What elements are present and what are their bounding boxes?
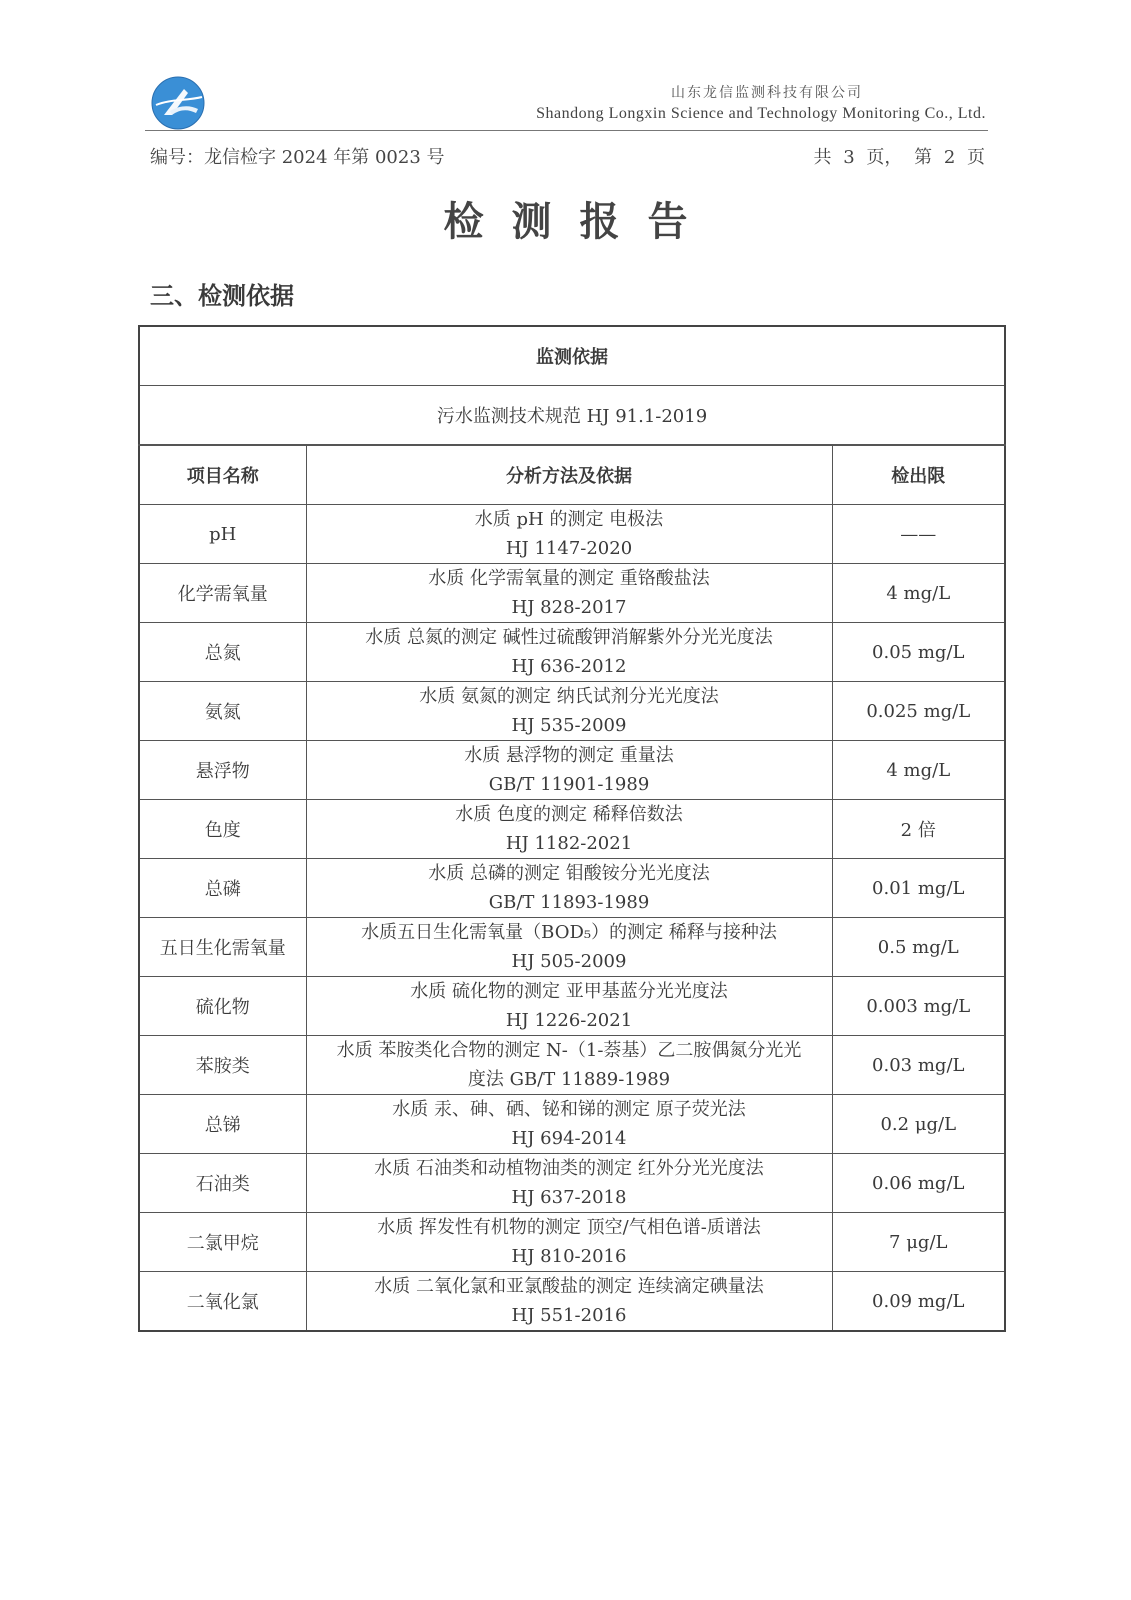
method-standard: HJ 1147-2020 xyxy=(505,538,633,559)
detection-limit-cell: 0.05 mg/L xyxy=(832,623,1005,682)
detection-limit-cell: 4 mg/L xyxy=(832,741,1005,800)
table-row xyxy=(139,505,1005,564)
table-body xyxy=(139,505,1005,1332)
table-row xyxy=(139,1095,1005,1154)
item-name-cell: 苯胺类 xyxy=(139,1036,306,1095)
method-standard: HJ 828-2017 xyxy=(511,597,627,618)
method-cell xyxy=(306,505,832,564)
table-row xyxy=(139,564,1005,623)
section-heading: 三、检测依据 xyxy=(150,282,294,310)
method-standard: HJ 535-2009 xyxy=(511,715,627,736)
detection-limit-cell: 0.06 mg/L xyxy=(832,1154,1005,1213)
basis-header-cell: 监测依据 xyxy=(139,326,1005,386)
detection-limit-cell: 4 mg/L xyxy=(832,564,1005,623)
longxin-logo-icon xyxy=(150,75,206,131)
item-name-cell: 总锑 xyxy=(139,1095,306,1154)
document-title: 检测报告 xyxy=(443,199,716,245)
item-name-cell: 五日生化需氧量 xyxy=(139,918,306,977)
header-divider xyxy=(145,130,988,131)
detection-limit-cell: 2 倍 xyxy=(832,800,1005,859)
method-cell xyxy=(306,741,832,800)
detection-limit-cell: 0.03 mg/L xyxy=(832,1036,1005,1095)
method-standard: HJ 637-2018 xyxy=(511,1187,627,1208)
basis-header-row xyxy=(139,326,1005,386)
method-name: 水质 氨氮的测定 纳氏试剂分光光度法 xyxy=(419,686,719,707)
basis-value-cell: 污水监测技术规范 HJ 91.1-2019 xyxy=(139,386,1005,446)
method-standard: HJ 636-2012 xyxy=(511,656,627,677)
column-header-method: 分析方法及依据 xyxy=(306,445,832,505)
method-cell xyxy=(306,977,832,1036)
item-name-cell: 化学需氧量 xyxy=(139,564,306,623)
page-info: 共 3 页， 第 2 页 xyxy=(813,147,985,168)
method-standard: HJ 694-2014 xyxy=(511,1128,627,1149)
method-standard: HJ 1182-2021 xyxy=(505,833,633,854)
method-name: 水质 汞、砷、硒、铋和锑的测定 原子荧光法 xyxy=(392,1099,746,1120)
column-header-row xyxy=(139,445,1005,505)
table-row xyxy=(139,918,1005,977)
method-name: 水质 悬浮物的测定 重量法 xyxy=(464,745,674,766)
method-cell xyxy=(306,918,832,977)
item-name-cell: 石油类 xyxy=(139,1154,306,1213)
method-cell xyxy=(306,623,832,682)
method-cell xyxy=(306,859,832,918)
company-name-en: Shandong Longxin Science and Technology Monitoring Co., Ltd. xyxy=(536,105,986,122)
detection-limit-cell: 0.01 mg/L xyxy=(832,859,1005,918)
method-cell xyxy=(306,1154,832,1213)
method-name: 水质 化学需氧量的测定 重铬酸盐法 xyxy=(428,568,710,589)
method-name: 水质 挥发性有机物的测定 顶空/气相色谱-质谱法 xyxy=(377,1217,761,1238)
item-name-cell: 色度 xyxy=(139,800,306,859)
report-number: 编号：龙信检字 2024 年第 0023 号 xyxy=(150,147,445,168)
detection-limit-cell: 0.025 mg/L xyxy=(832,682,1005,741)
method-standard: 度法 GB/T 11889-1989 xyxy=(467,1069,671,1090)
company-name-cn: 山东龙信监测科技有限公司 xyxy=(671,85,863,101)
method-cell xyxy=(306,1272,832,1332)
item-name-cell: pH xyxy=(139,505,306,564)
table-row xyxy=(139,741,1005,800)
detection-limit-cell: 0.003 mg/L xyxy=(832,977,1005,1036)
basis-table xyxy=(138,325,1006,1332)
method-cell xyxy=(306,800,832,859)
method-name: 水质 总磷的测定 钼酸铵分光光度法 xyxy=(428,863,710,884)
method-standard: HJ 505-2009 xyxy=(511,951,627,972)
column-header-item: 项目名称 xyxy=(139,445,306,505)
method-cell xyxy=(306,1036,832,1095)
table-row xyxy=(139,859,1005,918)
method-name: 水质 苯胺类化合物的测定 N-（1-萘基）乙二胺偶氮分光光 xyxy=(336,1040,802,1061)
detection-limit-cell: 7 μg/L xyxy=(832,1213,1005,1272)
table-row xyxy=(139,1036,1005,1095)
method-name: 水质 pH 的测定 电极法 xyxy=(474,509,664,530)
method-standard: HJ 1226-2021 xyxy=(505,1010,633,1031)
item-name-cell: 氨氮 xyxy=(139,682,306,741)
table-row xyxy=(139,682,1005,741)
detection-limit-cell: 0.2 μg/L xyxy=(832,1095,1005,1154)
item-name-cell: 硫化物 xyxy=(139,977,306,1036)
method-name: 水质 石油类和动植物油类的测定 红外分光光度法 xyxy=(374,1158,764,1179)
method-cell xyxy=(306,682,832,741)
detection-limit-cell: 0.09 mg/L xyxy=(832,1272,1005,1332)
method-cell xyxy=(306,1095,832,1154)
table-row xyxy=(139,623,1005,682)
method-standard: GB/T 11893-1989 xyxy=(488,892,650,913)
method-name: 水质五日生化需氧量（BOD₅）的测定 稀释与接种法 xyxy=(361,922,777,943)
method-name: 水质 总氮的测定 碱性过硫酸钾消解紫外分光光度法 xyxy=(365,627,773,648)
table-row xyxy=(139,1154,1005,1213)
method-name: 水质 二氧化氯和亚氯酸盐的测定 连续滴定碘量法 xyxy=(374,1276,764,1297)
table-row xyxy=(139,800,1005,859)
item-name-cell: 总磷 xyxy=(139,859,306,918)
table-row xyxy=(139,1213,1005,1272)
item-name-cell: 总氮 xyxy=(139,623,306,682)
method-name: 水质 硫化物的测定 亚甲基蓝分光光度法 xyxy=(410,981,728,1002)
detection-limit-cell: 0.5 mg/L xyxy=(832,918,1005,977)
item-name-cell: 二氧化氯 xyxy=(139,1272,306,1332)
method-cell xyxy=(306,1213,832,1272)
method-standard: HJ 810-2016 xyxy=(511,1246,627,1267)
method-name: 水质 色度的测定 稀释倍数法 xyxy=(455,804,683,825)
table-row xyxy=(139,977,1005,1036)
detection-limit-cell: —— xyxy=(832,505,1005,564)
basis-value-row xyxy=(139,386,1005,446)
method-standard: HJ 551-2016 xyxy=(511,1305,627,1326)
item-name-cell: 悬浮物 xyxy=(139,741,306,800)
column-header-limit: 检出限 xyxy=(832,445,1005,505)
table-row xyxy=(139,1272,1005,1332)
method-cell xyxy=(306,564,832,623)
method-standard: GB/T 11901-1989 xyxy=(488,774,650,795)
item-name-cell: 二氯甲烷 xyxy=(139,1213,306,1272)
